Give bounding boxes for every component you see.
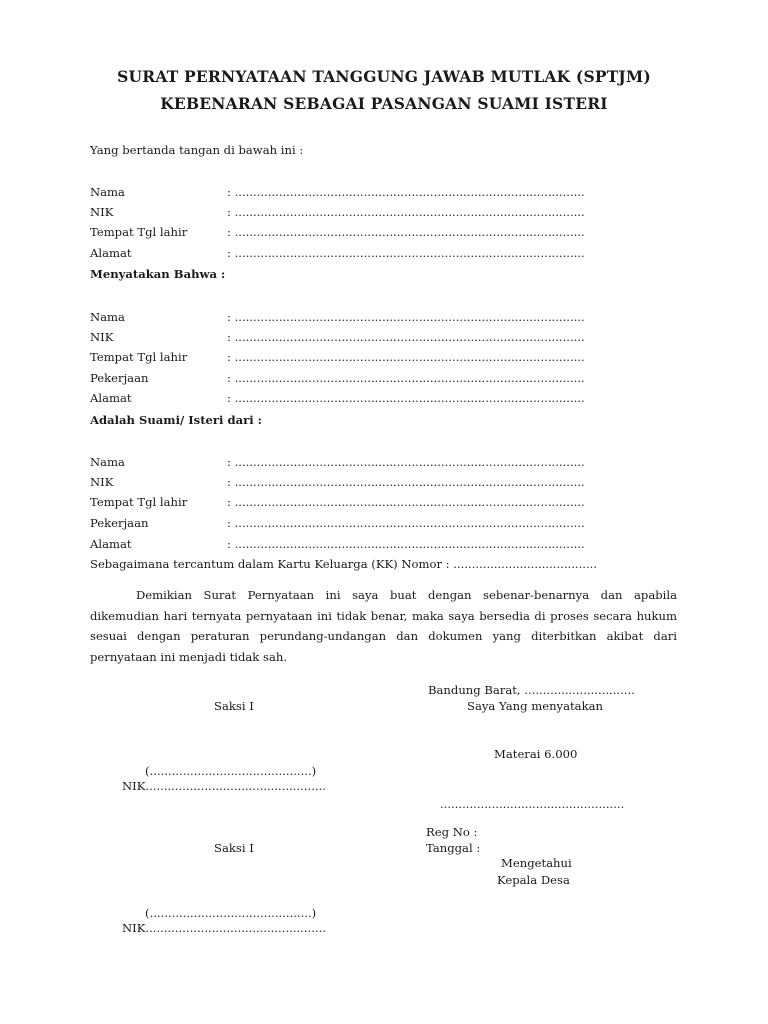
p2-pekerjaan-label: Pekerjaan bbox=[90, 371, 149, 385]
p3-pekerjaan-label: Pekerjaan bbox=[90, 516, 149, 530]
declarer-signature-line: .................................................. bbox=[440, 797, 625, 811]
p1-nama-label: Nama bbox=[90, 185, 125, 199]
p1-nik-label: NIK bbox=[90, 205, 114, 219]
reg-no-label: Reg No : bbox=[426, 825, 478, 839]
p3-pekerjaan-field: : ............................................................................................... bbox=[227, 516, 585, 530]
p1-ttl-field: : ............................................................................................... bbox=[227, 225, 585, 239]
p2-ttl-label: Tempat Tgl lahir bbox=[90, 350, 188, 364]
p3-alamat-label: Alamat bbox=[90, 537, 132, 551]
p2-nik-field: : ............................................................................................... bbox=[227, 330, 585, 344]
statement-text: Demikian Surat Pernyataan ini saya buat dengan sebenar-benarnya dan apabila dikemudian hari ternyata pernyataan ini tidak benar, maka saya bersedia di proses secara hukum sesuai dengan peraturan perundang-undangan dan dokumen yang diterbitkan akibat dari pernyataan ini menjadi tidak sah. bbox=[90, 588, 677, 664]
p2-pekerjaan-field: : ............................................................................................... bbox=[227, 371, 585, 385]
p3-nama-field: : ............................................................................................... bbox=[227, 455, 585, 469]
kk-number-line: Sebagaimana tercantum dalam Kartu Keluarga (KK) Nomor : ....................................... bbox=[90, 557, 598, 571]
saksi2-nik-line: NIK................................................. bbox=[122, 921, 326, 935]
document-title-line2: KEBENARAN SEBAGAI PASANGAN SUAMI ISTERI bbox=[160, 94, 608, 113]
statement-paragraph bbox=[90, 585, 677, 667]
saksi2-name-line: (............................................) bbox=[145, 906, 317, 920]
mengetahui-label: Mengetahui bbox=[501, 856, 572, 870]
place-date: Bandung Barat, .............................. bbox=[428, 683, 635, 697]
p1-nama-field: : ............................................................................................... bbox=[227, 185, 585, 199]
p3-alamat-field: : ............................................................................................... bbox=[227, 537, 585, 551]
p1-nik-field: : ............................................................................................... bbox=[227, 205, 585, 219]
document-title-line1: SURAT PERNYATAAN TANGGUNG JAWAB MUTLAK (SPTJM) bbox=[117, 67, 651, 86]
p2-nama-label: Nama bbox=[90, 310, 125, 324]
intro-text: Yang bertanda tangan di bawah ini : bbox=[90, 143, 304, 157]
p3-ttl-field: : ............................................................................................... bbox=[227, 495, 585, 509]
kepala-desa-label: Kepala Desa bbox=[497, 873, 570, 887]
declarer-label: Saya Yang menyatakan bbox=[467, 699, 603, 713]
saksi1-nik-line: NIK................................................. bbox=[122, 779, 326, 793]
p2-alamat-field: : ............................................................................................... bbox=[227, 391, 585, 405]
p3-nik-field: : ............................................................................................... bbox=[227, 475, 585, 489]
saksi2-label: Saksi I bbox=[214, 841, 254, 855]
p1-alamat-field: : ............................................................................................... bbox=[227, 246, 585, 260]
p2-ttl-field: : ............................................................................................... bbox=[227, 350, 585, 364]
saksi1-label: Saksi I bbox=[214, 699, 254, 713]
p2-nik-label: NIK bbox=[90, 330, 114, 344]
heading-menyatakan: Menyatakan Bahwa : bbox=[90, 267, 226, 281]
heading-suami-isteri: Adalah Suami/ Isteri dari : bbox=[90, 413, 262, 427]
p3-ttl-label: Tempat Tgl lahir bbox=[90, 495, 188, 509]
p3-nik-label: NIK bbox=[90, 475, 114, 489]
p1-alamat-label: Alamat bbox=[90, 246, 132, 260]
p1-ttl-label: Tempat Tgl lahir bbox=[90, 225, 188, 239]
p3-nama-label: Nama bbox=[90, 455, 125, 469]
p2-nama-field: : ............................................................................................... bbox=[227, 310, 585, 324]
materai-label: Materai 6.000 bbox=[494, 747, 578, 761]
saksi1-name-line: (............................................) bbox=[145, 764, 317, 778]
p2-alamat-label: Alamat bbox=[90, 391, 132, 405]
tanggal-label: Tanggal : bbox=[426, 841, 481, 855]
